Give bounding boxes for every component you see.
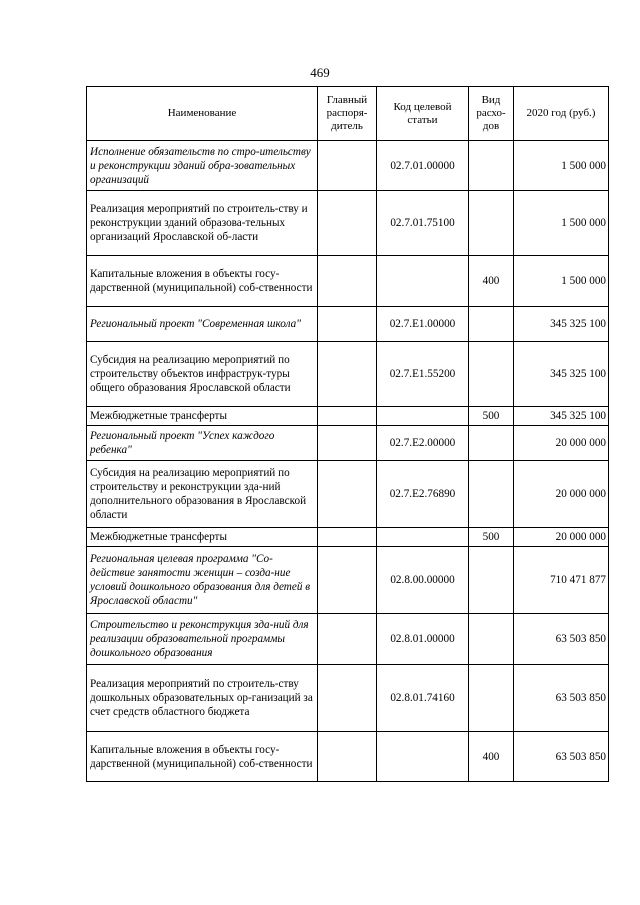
cell-admin xyxy=(318,614,377,665)
cell-amount: 1 500 000 xyxy=(514,191,609,256)
cell-name: Капитальные вложения в объекты госу-дарственной (муниципальной) соб-ственности xyxy=(87,732,318,782)
header-name: Наименование xyxy=(87,87,318,141)
cell-amount: 345 325 100 xyxy=(514,407,609,426)
cell-admin xyxy=(318,307,377,342)
cell-amount: 710 471 877 xyxy=(514,547,609,614)
table-row xyxy=(87,407,609,426)
cell-type xyxy=(469,307,514,342)
cell-code: 02.8.01.74160 xyxy=(377,665,469,732)
cell-type xyxy=(469,426,514,461)
cell-admin xyxy=(318,665,377,732)
table-row xyxy=(87,528,609,547)
cell-admin xyxy=(318,426,377,461)
cell-name: Субсидия на реализацию мероприятий по строительству и реконструкции зда-ний дополнительного образования в Ярославской области xyxy=(87,461,318,528)
cell-code xyxy=(377,528,469,547)
cell-amount: 345 325 100 xyxy=(514,307,609,342)
cell-code: 02.7.E2.00000 xyxy=(377,426,469,461)
header-code: Код целевой статьи xyxy=(377,87,469,141)
cell-amount: 63 503 850 xyxy=(514,665,609,732)
header-year: 2020 год (руб.) xyxy=(514,87,609,141)
cell-name: Субсидия на реализацию мероприятий по строительству объектов инфраструк-туры общего образования Ярославской области xyxy=(87,342,318,407)
cell-amount: 345 325 100 xyxy=(514,342,609,407)
cell-admin xyxy=(318,407,377,426)
cell-code xyxy=(377,407,469,426)
cell-admin xyxy=(318,191,377,256)
cell-name: Региональный проект "Успех каждого ребенка" xyxy=(87,426,318,461)
cell-type xyxy=(469,461,514,528)
cell-amount: 63 503 850 xyxy=(514,614,609,665)
cell-type: 400 xyxy=(469,256,514,307)
cell-type xyxy=(469,614,514,665)
cell-code: 02.7.E1.55200 xyxy=(377,342,469,407)
cell-code: 02.7.E2.76890 xyxy=(377,461,469,528)
cell-name: Исполнение обязательств по стро-ительству и реконструкции зданий обра-зовательных организаций xyxy=(87,141,318,191)
cell-type xyxy=(469,191,514,256)
cell-amount: 20 000 000 xyxy=(514,426,609,461)
cell-code: 02.7.01.75100 xyxy=(377,191,469,256)
cell-admin xyxy=(318,528,377,547)
cell-amount: 63 503 850 xyxy=(514,732,609,782)
cell-code: 02.8.01.00000 xyxy=(377,614,469,665)
cell-type xyxy=(469,342,514,407)
cell-name: Реализация мероприятий по строитель-ству и реконструкции зданий образова-тельных организаций Ярославской об-ласти xyxy=(87,191,318,256)
cell-amount: 1 500 000 xyxy=(514,141,609,191)
cell-code: 02.8.00.00000 xyxy=(377,547,469,614)
header-type: Вид расхо-дов xyxy=(469,87,514,141)
cell-admin xyxy=(318,547,377,614)
table-row xyxy=(87,426,609,461)
cell-type xyxy=(469,665,514,732)
table-body xyxy=(87,141,609,782)
cell-code: 02.7.E1.00000 xyxy=(377,307,469,342)
cell-amount: 20 000 000 xyxy=(514,528,609,547)
cell-name: Региональный проект "Современная школа" xyxy=(87,307,318,342)
cell-amount: 20 000 000 xyxy=(514,461,609,528)
cell-type xyxy=(469,141,514,191)
table-row xyxy=(87,191,609,256)
cell-name: Региональная целевая программа "Со-действие занятости женщин – созда-ние условий дошкольного образования для детей в Ярославской области" xyxy=(87,547,318,614)
cell-name: Строительство и реконструкция зда-ний для реализации образовательной программы дошкольного образования xyxy=(87,614,318,665)
table-row xyxy=(87,547,609,614)
cell-name: Реализация мероприятий по строитель-ству дошкольных образовательных ор-ганизаций за счет средств областного бюджета xyxy=(87,665,318,732)
table-row xyxy=(87,732,609,782)
table-row xyxy=(87,342,609,407)
cell-name: Межбюджетные трансферты xyxy=(87,407,318,426)
table-row xyxy=(87,141,609,191)
cell-code xyxy=(377,256,469,307)
cell-admin xyxy=(318,342,377,407)
cell-admin xyxy=(318,256,377,307)
cell-admin xyxy=(318,141,377,191)
table-row xyxy=(87,256,609,307)
cell-name: Межбюджетные трансферты xyxy=(87,528,318,547)
cell-type: 400 xyxy=(469,732,514,782)
table-row xyxy=(87,665,609,732)
header-admin: Главный распоря-дитель xyxy=(318,87,377,141)
cell-type xyxy=(469,547,514,614)
cell-code: 02.7.01.00000 xyxy=(377,141,469,191)
table-row xyxy=(87,614,609,665)
budget-table xyxy=(86,86,609,782)
cell-amount: 1 500 000 xyxy=(514,256,609,307)
cell-admin xyxy=(318,461,377,528)
cell-type: 500 xyxy=(469,407,514,426)
cell-name: Капитальные вложения в объекты госу-дарственной (муниципальной) соб-ственности xyxy=(87,256,318,307)
cell-type: 500 xyxy=(469,528,514,547)
table-row xyxy=(87,461,609,528)
table-header xyxy=(87,87,609,141)
cell-code xyxy=(377,732,469,782)
table-row xyxy=(87,307,609,342)
page-number: 469 xyxy=(310,65,330,80)
cell-admin xyxy=(318,732,377,782)
